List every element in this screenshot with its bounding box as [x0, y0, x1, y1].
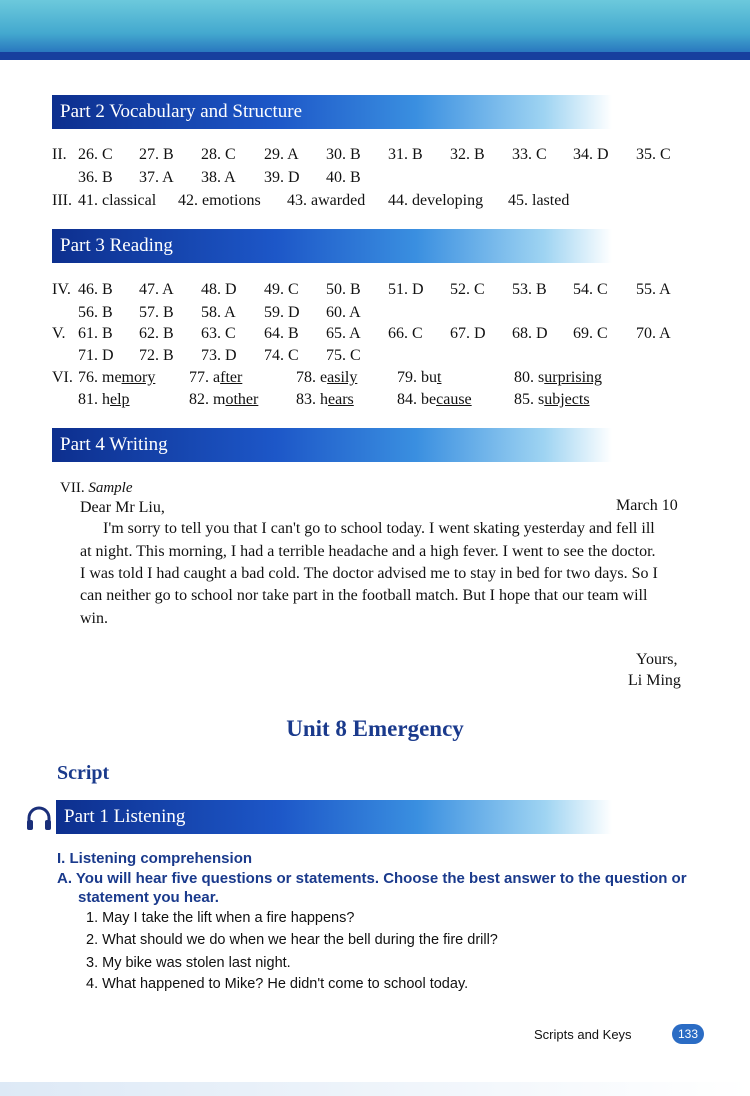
answer-item: 46. B [78, 281, 113, 298]
answer-item: 63. C [201, 325, 236, 342]
answer-item: 45. lasted [508, 192, 570, 209]
bottom-decorative-band [0, 1082, 750, 1096]
answer-item: 73. D [201, 347, 237, 364]
script-title: Script [57, 762, 110, 784]
answer-item: 33. C [512, 146, 547, 163]
letter-date: March 10 [616, 497, 678, 514]
letter-line: win. [80, 610, 108, 627]
answer-item: 58. A [201, 304, 236, 321]
roman-numeral: III. [52, 192, 72, 209]
item-number: 79. [397, 369, 421, 386]
section-heading: I. Listening comprehension [57, 850, 253, 867]
item-prefix: m [213, 391, 226, 408]
answer-item: 74. C [264, 347, 299, 364]
answer-item: 51. D [388, 281, 424, 298]
item-answer: urprising [544, 369, 603, 386]
answer-item: 34. D [573, 146, 609, 163]
item-number: 78. [296, 369, 320, 386]
item-answer: other [225, 391, 259, 408]
letter-greeting: Dear Mr Liu, [80, 499, 165, 516]
sample-label [60, 480, 133, 497]
answer-item: 39. D [264, 169, 300, 186]
item-number: 85. [514, 391, 538, 408]
item-answer: asily [327, 369, 358, 386]
answer-item: 55. A [636, 281, 671, 298]
answer-item: 56. B [78, 304, 113, 321]
letter-line: I was told I had caught a bad cold. The doctor advised me to stay in bed for two days. So I [80, 565, 658, 582]
part2-title: Part 2 Vocabulary and Structure [60, 101, 303, 122]
answer-item: 65. A [326, 325, 361, 342]
answer-item: 48. D [201, 281, 237, 298]
answer-item: 47. A [139, 281, 174, 298]
item-prefix: h [320, 391, 328, 408]
answer-item: 41. classical [78, 192, 157, 209]
answer-item [78, 391, 130, 409]
answer-item: 64. B [264, 325, 299, 342]
answer-item: 36. B [78, 169, 113, 186]
answer-item: 53. B [512, 281, 547, 298]
answer-item: 60. A [326, 304, 361, 321]
top-decorative-band [0, 0, 750, 60]
answer-item [296, 369, 357, 387]
answer-item: 30. B [326, 146, 361, 163]
answer-item: 49. C [264, 281, 299, 298]
answer-item: 42. emotions [178, 192, 261, 209]
item-prefix: s [538, 391, 545, 408]
answer-item: 52. C [450, 281, 485, 298]
letter-signature: Li Ming [628, 672, 681, 689]
answer-item [189, 391, 258, 409]
answer-item: 75. C [326, 347, 361, 364]
item-answer: mory [121, 369, 156, 386]
answer-item: 54. C [573, 281, 608, 298]
answer-item: 67. D [450, 325, 486, 342]
item-answer: ubjects [544, 391, 590, 408]
roman-numeral: IV. [52, 281, 71, 298]
item-number: 77. [189, 369, 213, 386]
item-number: 76. [78, 369, 102, 386]
item-prefix: bu [421, 369, 437, 386]
answer-item: 27. B [139, 146, 174, 163]
page-number: 133 [672, 1024, 704, 1044]
roman-numeral: VI. [52, 369, 73, 386]
item-answer: fter [220, 369, 243, 386]
answer-item: 61. B [78, 325, 113, 342]
item-answer: t [437, 369, 442, 386]
answer-item: 28. C [201, 146, 236, 163]
answer-item: 50. B [326, 281, 361, 298]
item-number: 81. [78, 391, 102, 408]
letter-line: I'm sorry to tell you that I can't go to school today. I went skating yesterday and fell ill [103, 520, 655, 537]
question-item: 3. My bike was stolen last night. [86, 955, 291, 971]
answer-item: 69. C [573, 325, 608, 342]
item-prefix: a [213, 369, 221, 386]
question-item: 2. What should we do when we hear the bell during the fire drill? [86, 932, 498, 948]
letter-line: at night. This morning, I had a terrible headache and a high fever. I went to see the doctor. [80, 543, 656, 560]
answer-item [78, 369, 155, 387]
item-number: 82. [189, 391, 213, 408]
answer-item: 29. A [264, 146, 299, 163]
answer-item: 59. D [264, 304, 300, 321]
item-number: 84. [397, 391, 421, 408]
answer-item: 32. B [450, 146, 485, 163]
answer-item [397, 391, 472, 409]
answer-item: 66. C [388, 325, 423, 342]
item-answer: ears [328, 391, 354, 408]
item-number: 80. [514, 369, 538, 386]
answer-item: 71. D [78, 347, 114, 364]
part1-title: Part 1 Listening [64, 806, 186, 827]
letter-line: can neither go to school nor take part in the football match. But I hope that our team will [80, 587, 648, 604]
item-prefix: be [421, 391, 437, 408]
sample-word: Sample [88, 480, 133, 496]
part3-title: Part 3 Reading [60, 235, 173, 256]
answer-item [397, 369, 441, 387]
answer-item: 57. B [139, 304, 174, 321]
answer-item: 35. C [636, 146, 671, 163]
roman-numeral: V. [52, 325, 66, 342]
answer-item [296, 391, 354, 409]
part1-listening-header [56, 800, 612, 834]
instruction-line: A. You will hear five questions or statements. Choose the best answer to the question or [57, 870, 687, 887]
item-prefix: h [102, 391, 110, 408]
roman-numeral: VII. [60, 480, 89, 496]
unit-title: Unit 8 Emergency [286, 716, 464, 741]
item-number: 83. [296, 391, 320, 408]
roman-numeral: II. [52, 146, 67, 163]
item-answer: cause [436, 391, 472, 408]
answer-item [189, 369, 242, 387]
item-prefix: e [320, 369, 328, 386]
answer-item: 31. B [388, 146, 423, 163]
letter-closing: Yours, [636, 651, 678, 668]
part4-title: Part 4 Writing [60, 434, 168, 455]
answer-item: 26. C [78, 146, 113, 163]
item-prefix: s [538, 369, 545, 386]
item-answer: elp [110, 391, 130, 408]
answer-item: 70. A [636, 325, 671, 342]
question-item: 1. May I take the lift when a fire happens? [86, 910, 355, 926]
answer-item: 44. developing [388, 192, 484, 209]
answer-item: 38. A [201, 169, 236, 186]
headphones-icon [24, 804, 54, 834]
answer-item [514, 391, 590, 409]
answer-item: 37. A [139, 169, 174, 186]
part2-header [52, 95, 612, 129]
answer-item: 68. D [512, 325, 548, 342]
answer-item: 40. B [326, 169, 361, 186]
answer-item: 62. B [139, 325, 174, 342]
instruction-line: statement you hear. [78, 889, 219, 906]
footer-label: Scripts and Keys [534, 1027, 632, 1042]
part3-header [52, 229, 612, 263]
answer-item [514, 369, 602, 387]
item-prefix: me [102, 369, 122, 386]
question-item: 4. What happened to Mike? He didn't come to school today. [86, 976, 469, 992]
answer-item: 72. B [139, 347, 174, 364]
answer-item: 43. awarded [287, 192, 366, 209]
part4-header [52, 428, 612, 462]
